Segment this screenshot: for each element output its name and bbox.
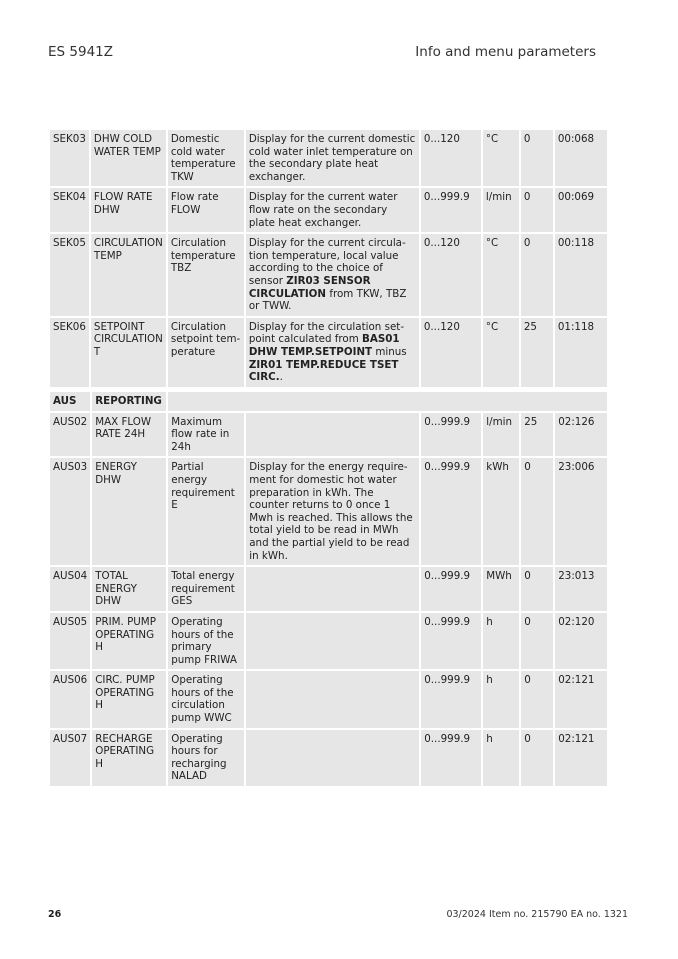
param-description: Circulation setpoint temperature — [168, 318, 244, 387]
param-range: 0...999.9 — [421, 671, 481, 727]
param-description: Partial energy requirement E — [168, 458, 244, 565]
param-description: Total energy requirement GES — [168, 567, 244, 611]
table-row — [50, 130, 607, 186]
param-name: SETPOINT CIRCULATION T — [91, 318, 166, 387]
table-row — [50, 234, 607, 316]
section-title: Info and menu parameters — [415, 44, 596, 60]
param-unit: l/min — [483, 188, 519, 232]
param-unit: h — [483, 613, 519, 669]
param-default: 0 — [521, 130, 553, 186]
param-name: FLOW RATE DHW — [91, 188, 166, 232]
param-default: 0 — [521, 567, 553, 611]
param-code: AUS07 — [50, 730, 90, 786]
param-default: 25 — [521, 318, 553, 387]
param-default: 0 — [521, 458, 553, 565]
display-text: Display for the circulation setpoint calculated from — [248, 320, 405, 346]
param-unit: °C — [483, 234, 519, 316]
param-code: AUS04 — [50, 567, 90, 611]
param-code: SEK03 — [50, 130, 89, 186]
param-range: 0...999.9 — [421, 458, 481, 565]
param-id: 02:121 — [555, 671, 607, 727]
param-description: Operating hours of the primary pump FRIWA — [168, 613, 244, 669]
param-unit: h — [483, 671, 519, 727]
param-unit: h — [483, 730, 519, 786]
sek-parameter-table — [48, 128, 609, 389]
table-row — [50, 730, 607, 786]
param-range: 0...120 — [421, 318, 481, 387]
param-description: Flow rate FLOW — [168, 188, 244, 232]
table-row — [50, 567, 607, 611]
param-unit: °C — [483, 130, 519, 186]
param-description: Operating hours of the circulation pump WWC — [168, 671, 244, 727]
param-reference: ZIR03 SENSOR CIRCULATION — [248, 274, 371, 300]
param-code: AUS02 — [50, 413, 90, 457]
param-code: AUS05 — [50, 613, 90, 669]
param-description: Circulation temperature TBZ — [168, 234, 244, 316]
param-range: 0...999.9 — [421, 188, 481, 232]
param-code: AUS06 — [50, 671, 90, 727]
param-code: AUS03 — [50, 458, 90, 565]
param-name: MAX FLOW RATE 24H — [92, 413, 166, 457]
param-display-text — [246, 413, 419, 457]
param-name: ENERGY DHW — [92, 458, 166, 565]
param-display-text: Display for the current domestic cold water inlet temperature on the secondary plate heat exchanger. — [246, 130, 419, 186]
param-description: Operating hours for recharging NALAD — [168, 730, 244, 786]
param-code: SEK04 — [50, 188, 89, 232]
param-id: 00:118 — [555, 234, 607, 316]
param-reference: ZIR01 TEMP.REDUCE TSET CIRC. — [248, 358, 399, 384]
param-default: 0 — [521, 730, 553, 786]
param-display-text — [246, 318, 419, 387]
param-range: 0...999.9 — [421, 413, 481, 457]
param-display-text — [246, 671, 419, 727]
param-id: 01:118 — [555, 318, 607, 387]
group-name: REPORTING — [92, 392, 166, 411]
param-display-text — [246, 613, 419, 669]
param-code: SEK06 — [50, 318, 89, 387]
param-default: 0 — [521, 613, 553, 669]
display-text: Display for the current circulation temperature, local value according to the choice of sensor — [248, 237, 406, 287]
param-range: 0...120 — [421, 234, 481, 316]
display-text: . — [279, 371, 283, 384]
param-display-text — [246, 730, 419, 786]
param-id: 02:126 — [555, 413, 607, 457]
param-range: 0...999.9 — [421, 567, 481, 611]
table-row — [50, 613, 607, 669]
param-code: SEK05 — [50, 234, 89, 316]
param-id: 00:069 — [555, 188, 607, 232]
group-code: AUS — [50, 392, 90, 411]
param-reference: BAS01 DHW TEMP.SETPOINT — [248, 333, 400, 358]
document-code: ES 5941Z — [48, 44, 113, 60]
param-default: 0 — [521, 234, 553, 316]
param-id: 23:006 — [555, 458, 607, 565]
table-header-row — [50, 392, 607, 411]
param-id: 00:068 — [555, 130, 607, 186]
param-display-text — [246, 234, 419, 316]
table-row — [50, 413, 607, 457]
param-default: 0 — [521, 671, 553, 727]
param-unit: l/min — [483, 413, 519, 457]
param-description: Maximum flow rate in 24h — [168, 413, 244, 457]
aus-parameter-table — [48, 390, 609, 788]
page-number: 26 — [48, 909, 62, 920]
param-name: CIRC. PUMP OPERATING H — [92, 671, 166, 727]
param-default: 25 — [521, 413, 553, 457]
param-unit: °C — [483, 318, 519, 387]
param-range: 0...120 — [421, 130, 481, 186]
param-display-text: Display for the current water flow rate on the secondary plate heat exchanger. — [246, 188, 419, 232]
table-row — [50, 458, 607, 565]
param-range: 0...999.9 — [421, 613, 481, 669]
param-range: 0...999.9 — [421, 730, 481, 786]
footer-info: 03/2024 Item no. 215790 EA no. 1321 — [446, 909, 628, 920]
display-text: minus — [372, 345, 407, 358]
param-name: PRIM. PUMP OPERATING H — [92, 613, 166, 669]
table-row — [50, 318, 607, 387]
param-description: Domestic cold water temperature TKW — [168, 130, 244, 186]
param-id: 23:013 — [555, 567, 607, 611]
display-text: from TKW, TBZ or TWW. — [248, 287, 407, 313]
param-id: 02:120 — [555, 613, 607, 669]
param-unit: MWh — [483, 567, 519, 611]
param-name: RECHARGE OPERATING H — [92, 730, 166, 786]
param-unit: kWh — [483, 458, 519, 565]
param-name: TOTAL ENERGY DHW — [92, 567, 166, 611]
table-row — [50, 188, 607, 232]
param-name: DHW COLD WATER TEMP — [91, 130, 166, 186]
param-name: CIRCULATION TEMP — [91, 234, 166, 316]
param-id: 02:121 — [555, 730, 607, 786]
param-display-text: Display for the energy requirement for domestic hot water preparation in kWh. The counter returns to 0 once 1 Mwh is reached. This allows the total yield to be read in MWh and the partial yield to be read in kWh. — [246, 458, 419, 565]
param-default: 0 — [521, 188, 553, 232]
table-row — [50, 671, 607, 727]
param-display-text — [246, 567, 419, 611]
header-filler — [168, 392, 607, 411]
